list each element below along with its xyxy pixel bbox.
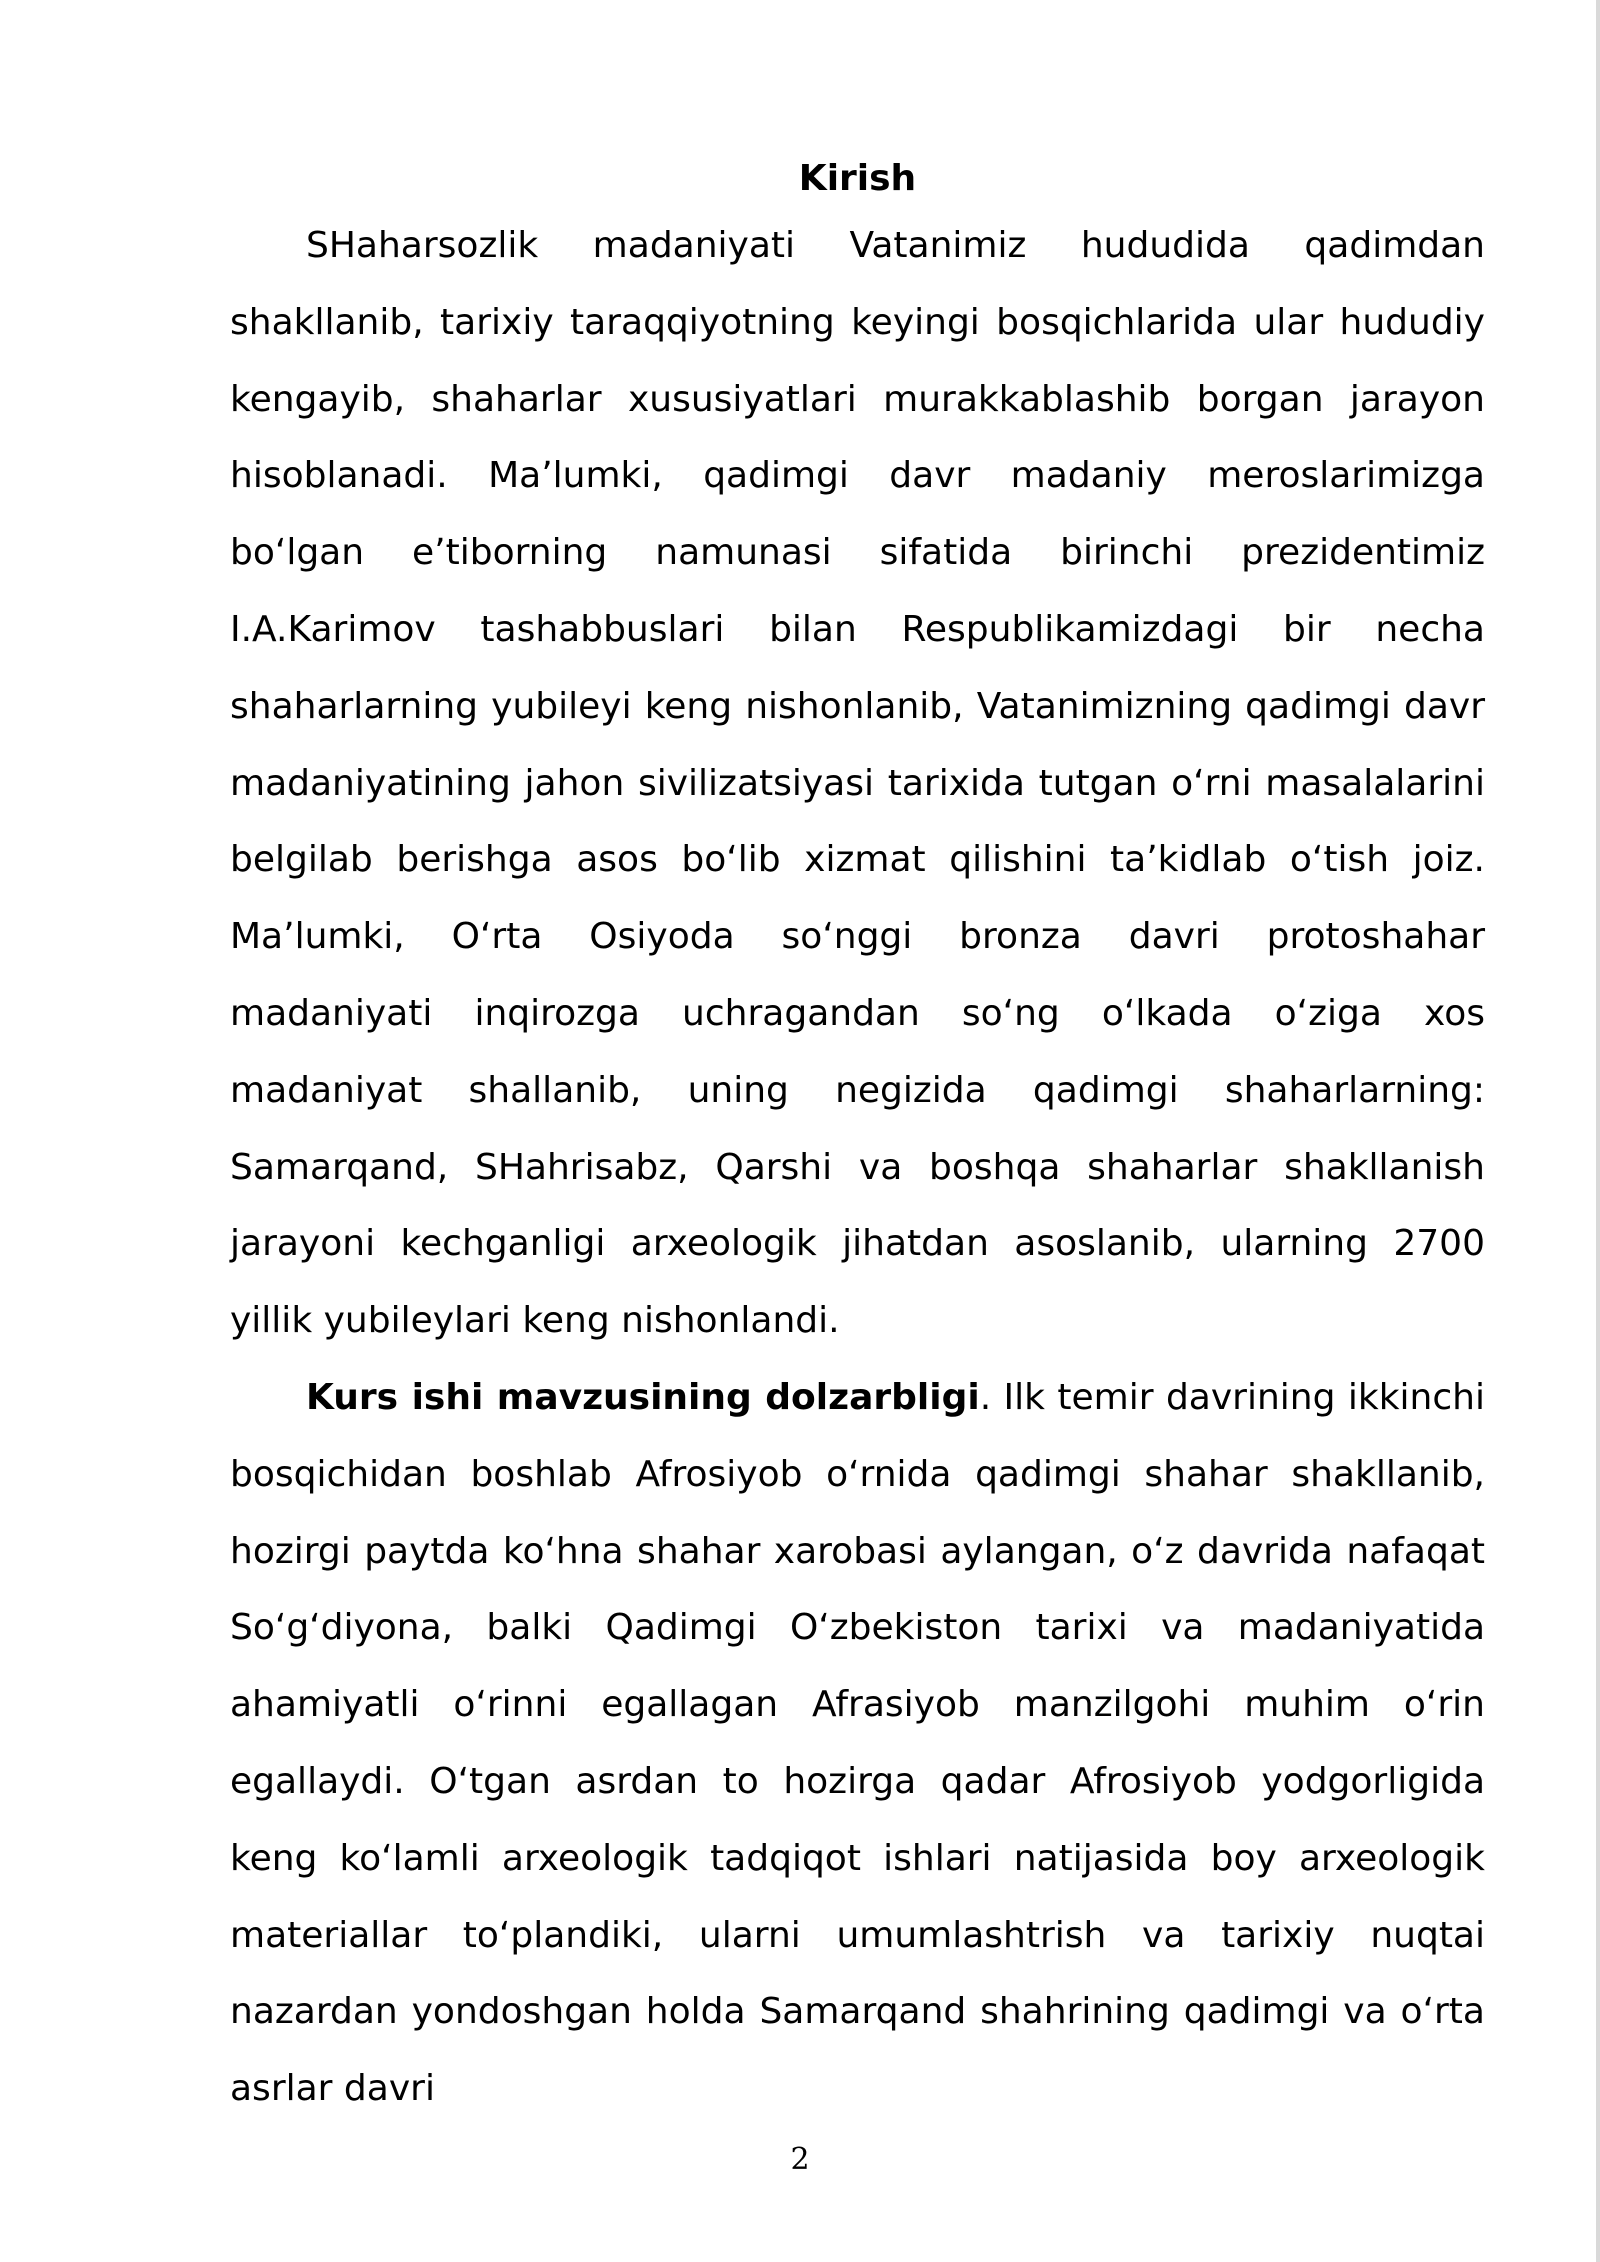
section-title: Kirish: [798, 158, 917, 199]
intro-paragraph: SHaharsozlik madaniyati Vatanimiz hududida qadimdan shakllanib, tarixiy taraqqiyotning keyingi bosqichlarida ular hududiy kengayib, shaharlar xususiyatlari murakkablashib borgan jarayon hisoblanadi. Ma’lumki, qadimgi davr madaniy meroslarimizga bo‘lgan e’tiborning namunasi sifatida birinchi prezidentimiz I.A.Karimov tashabbuslari bilan Respublikamizdagi bir necha shaharlarning yubileyi keng nishonlanib, Vatanimizning qadimgi davr madaniyatining jahon sivilizatsiyasi tarixida tutgan o‘rni masalalarini belgilab berishga asos bo‘lib xizmat qilishini ta’kidlab o‘tish joiz. Ma’lumki, O‘rta Osiyoda so‘nggi bronza davri protoshahar madaniyati inqirozga uchragandan so‘ng o‘lkada o‘ziga xos madaniyat shallanib, uning negizida qadimgi shaharlarning: Samarqand, SHahrisabz, Qarshi va boshqa shaharlar shakllanish jarayoni kechganligi arxeologik jihatdan asoslanib, ularning 2700 yillik yubileylari keng nishonlandi.: [230, 225, 1485, 1342]
page-number: 2: [790, 2142, 810, 2177]
relevance-paragraph: [230, 1360, 1485, 2128]
relevance-text: . Ilk temir davrining ikkinchi bosqichidan boshlab Afrosiyob o‘rnida qadimgi shahar shakllanib, hozirgi paytda ko‘hna shahar xarobasi aylangan, o‘z davrida nafaqat So‘g‘diyona, balki Qadimgi O‘zbekiston tarixi va madaniyatida ahamiyatli o‘rinni egallagan Afrasiyob manzilgohi muhim o‘rin egallaydi. O‘tgan asrdan to hozirga qadar Afrosiyob yodgorligida keng ko‘lamli arxeologik tadqiqot ishlari natijasida boy arxeologik materiallar to‘plandiki, ularni umumlashtrish va tarixiy nuqtai nazardan yondoshgan holda Samarqand shahrining qadimgi va o‘rta asrlar davri: [230, 1376, 1485, 2110]
page-edge-shadow: [1596, 0, 1600, 2262]
relevance-heading: Kurs ishi mavzusining dolzarbligi: [306, 1376, 980, 1418]
page-content: [230, 150, 1485, 2128]
